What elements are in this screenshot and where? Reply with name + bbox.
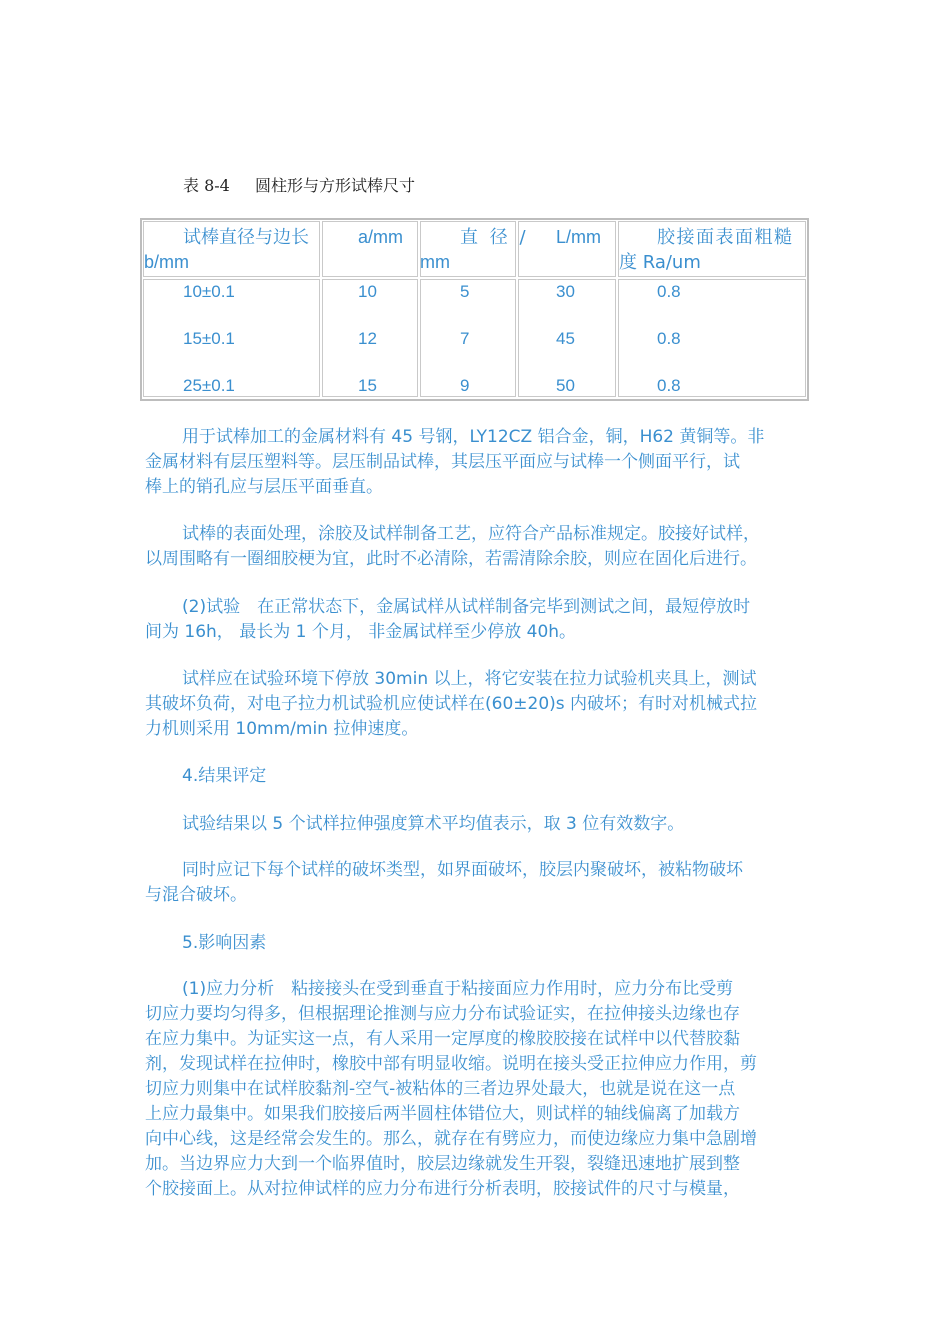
section-heading-factors [145,931,807,956]
paragraph-line: 加。当边界应力大到一个临界值时，胶层边缘就发生开裂，裂缝迅速地扩展到整 [145,1154,740,1174]
cell-r1-c1: 10±0.1 [183,282,235,301]
paragraph-line: (2)试验 在正常状态下，金属试样从试样制备完毕到测试之间，最短停放时 [182,597,751,617]
paragraph-line: 力机则采用 10mm/min 拉伸速度。 [145,719,419,739]
cell-r3-c4: 50 [556,376,575,395]
cell-r3-c2: 15 [358,376,377,395]
paragraph-line: 剂，发现试样在拉伸时，橡胶中部有明显收缩。说明在接头受正拉伸应力作用，剪 [145,1054,757,1074]
section-heading-results [145,764,807,789]
cell-r3-c3: 9 [460,376,470,395]
cell-r3-c5: 0.8 [657,376,681,395]
cell-r1-c2: 10 [358,282,377,301]
cell-r2-c1: 15±0.1 [183,329,235,348]
paragraph-line: 用于试棒加工的金属材料有 45 号钢，LY12CZ 铝合金，铜，H62 黄铜等。非 [182,427,765,447]
paragraph-line: 试验结果以 5 个试样拉伸强度算术平均值表示，取 3 位有效数字。 [182,814,685,834]
paragraph-failure-types [145,858,807,908]
paragraph-test [145,595,807,645]
paragraph-line: 试样应在试验环境下停放 30min 以上，将它安装在拉力试验机夹具上，测试 [182,669,757,689]
header-label-a: a/mm [358,227,403,247]
paragraph-line: 其破坏负荷，对电子拉力机试验机应使试样在(60±20)s 内破坏；有时对机械式拉 [145,694,758,714]
table-number: 表 8-4 [183,176,230,195]
paragraph-line: (1)应力分析 粘接接头在受到垂直于粘接面应力作用时，应力分布比受剪 [182,979,734,999]
table-title: 圆柱形与方形试棒尺寸 [255,176,416,195]
header-label-roughness: 胶接面表面粗糙 [657,227,794,248]
header-label-diameter-side: 试棒直径与边长 [183,227,309,248]
paragraph-line: 以周围略有一圈细胶梗为宜，此时不必清除，若需清除余胶，则应在固化后进行。 [145,549,757,569]
cell-r1-c5: 0.8 [657,282,681,301]
specimen-size-table [140,218,809,401]
paragraph-line: 试棒的表面处理，涂胶及试样制备工艺，应符合产品标准规定。胶接好试样， [182,524,760,544]
header-unit-diameter-side: b/mm [144,252,189,272]
paragraph-line: 上应力最集中。如果我们胶接后两半圆柱体错位大，则试样的轴线偏离了加载方 [145,1104,740,1124]
paragraph-line: 同时应记下每个试样的破坏类型，如界面破坏，胶层内聚破坏，被粘物破坏 [182,860,743,880]
paragraph-line: 切应力则集中在试样胶黏剂-空气-被粘体的三者边界处最大，也就是说在这一点 [145,1079,736,1099]
body-col-5 [618,279,806,397]
paragraph-line: 向中心线，这是经常会发生的。那么，就存在有劈应力，而使边缘应力集中急剧增 [145,1129,757,1149]
paragraph-line: 5.影响因素 [182,933,267,953]
paragraph-line: 金属材料有层压塑料等。层压制品试棒，其层压平面应与试棒一个侧面平行，试 [145,452,740,472]
header-label-diameter: 直 径 / [460,227,529,248]
header-label-l: L/mm [556,227,601,247]
paragraph-line: 间为 16h， 最长为 1 个月， 非金属试样至少停放 40h。 [145,622,577,642]
paragraph-results [145,812,807,837]
paragraph-line: 在应力集中。为证实这一点，有人采用一定厚度的橡胶胶接在试样中以代替胶黏 [145,1029,740,1049]
table-caption [183,173,415,196]
paragraph-test-environment [145,667,807,742]
paragraph-line: 4.结果评定 [182,766,267,786]
paragraph-surface-treatment [145,522,807,572]
cell-r1-c3: 5 [460,282,470,301]
cell-r2-c5: 0.8 [657,329,681,348]
cell-r2-c3: 7 [460,329,470,348]
paragraph-line: 棒上的销孔应与层压平面垂直。 [145,477,383,497]
paragraph-materials [145,425,807,500]
cell-r1-c4: 30 [556,282,575,301]
paragraph-line: 个胶接面上。从对拉伸试样的应力分布进行分析表明，胶接试件的尺寸与模量， [145,1179,740,1199]
paragraph-stress-analysis [145,977,807,1202]
cell-r2-c4: 45 [556,329,575,348]
cell-r2-c2: 12 [358,329,377,348]
paragraph-line: 切应力要均匀得多，但根据理论推测与应力分布试验证实，在拉伸接头边缘也存 [145,1004,740,1024]
paragraph-line: 与混合破坏。 [145,885,247,905]
cell-r3-c1: 25±0.1 [183,376,235,395]
header-unit-roughness: 度 Ra/um [619,252,701,273]
header-unit-diameter: mm [420,252,450,272]
